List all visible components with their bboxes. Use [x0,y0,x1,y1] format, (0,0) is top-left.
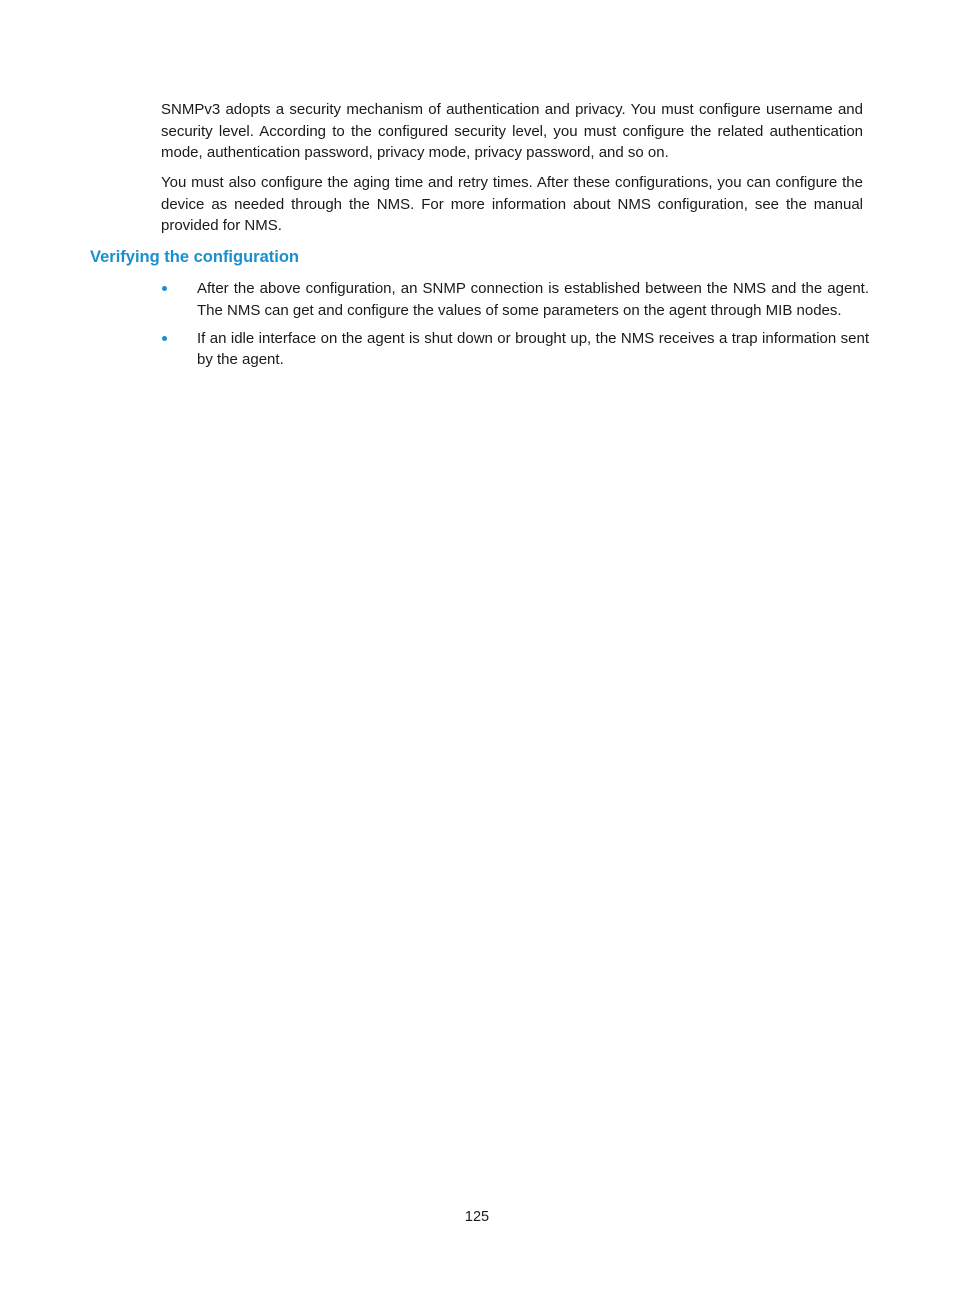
bullet-icon [162,336,167,341]
verification-bullet-list [161,278,869,377]
list-item [161,278,869,321]
body-paragraph-snmpv3-security: SNMPv3 adopts a security mechanism of authentication and privacy. You must configure username and security level. According to the configured security level, you must configure the related authentication mode, authentication password, privacy mode, privacy password, and so on. [161,101,863,161]
page-number: 125 [464,1209,490,1225]
section-heading-verifying: Verifying the configuration [90,248,300,266]
list-item [161,328,869,371]
bullet-icon [162,286,167,291]
bullet-text: After the above configuration, an SNMP connection is established between the NMS and the agent. The NMS can get and configure the values of some parameters on the agent through MIB nodes. [197,280,869,319]
bullet-text: If an idle interface on the agent is shut down or brought up, the NMS receives a trap information sent by the agent. [197,329,869,368]
body-paragraph-aging-retry: You must also configure the aging time and retry times. After these configurations, you can configure the device as needed through the NMS. For more information about NMS configuration, see the manual provided for NMS. [161,174,863,234]
